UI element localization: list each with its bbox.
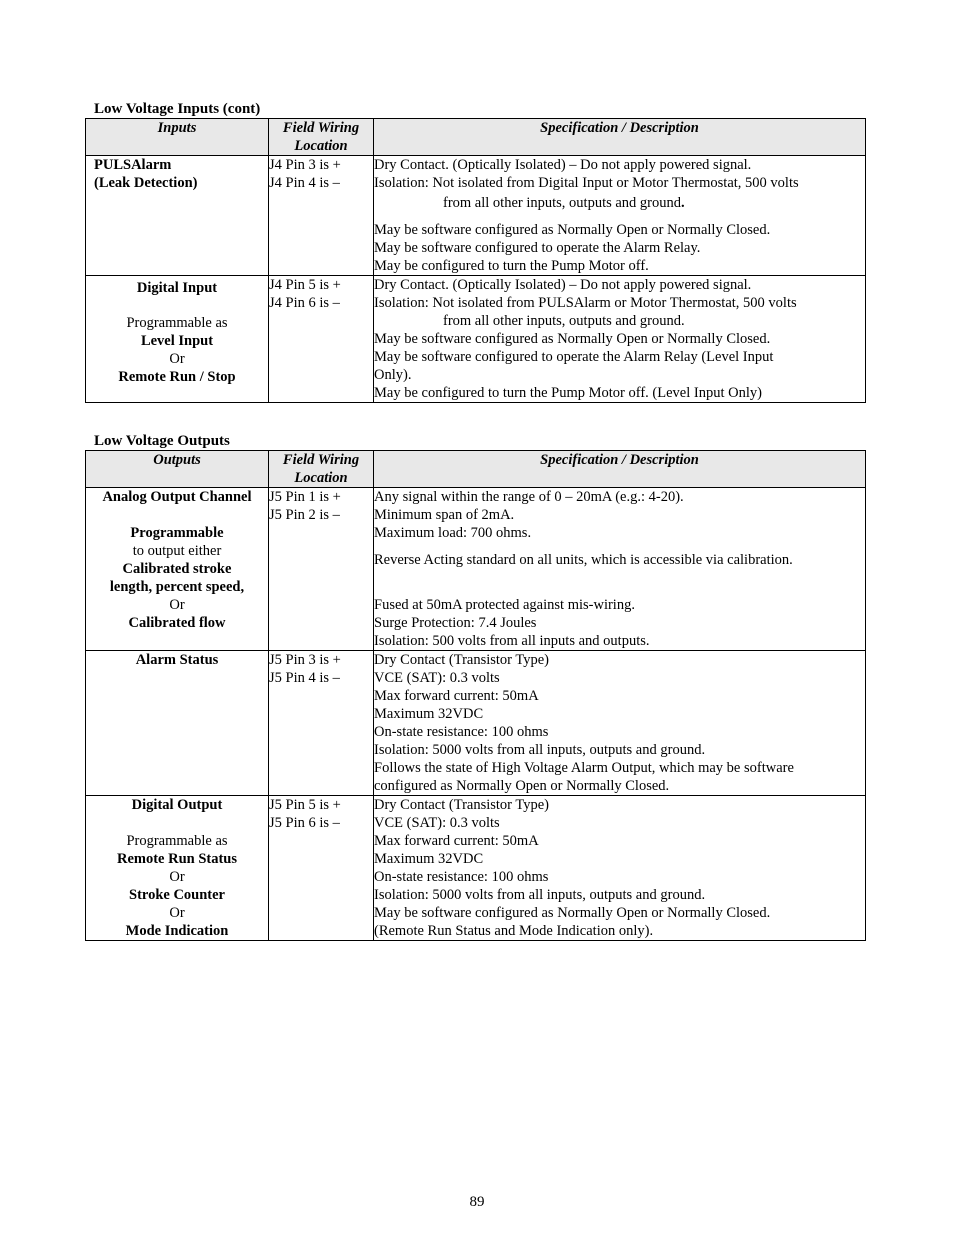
- outputs-section-title: Low Voltage Outputs: [94, 433, 230, 449]
- table-row: [86, 651, 866, 796]
- inputs-table: [85, 118, 866, 403]
- spec-line: On-state resistance: 100 ohms: [374, 724, 549, 740]
- spec-line: Fused at 50mA protected against mis-wiring.: [374, 597, 635, 613]
- spec-line: May be software configured to operate the Alarm Relay.: [374, 240, 701, 256]
- loc-line: J5 Pin 5 is +: [269, 797, 341, 813]
- row-name-line: (Leak Detection): [94, 175, 198, 191]
- row-name-line: Remote Run Status: [116, 851, 238, 867]
- spec-line: Isolation: 5000 volts from all inputs, outputs and ground.: [374, 887, 706, 903]
- loc-line: J4 Pin 5 is +: [269, 277, 341, 293]
- spec-line: Maximum 32VDC: [374, 706, 484, 722]
- spec-line: May be software configured as Normally Open or Normally Closed.: [374, 222, 771, 238]
- table-row: [86, 276, 866, 403]
- loc-line: J5 Pin 1 is +: [269, 489, 341, 505]
- spec-line: Reverse Acting standard on all units, which is accessible via calibration.: [374, 552, 793, 568]
- spec-line: Isolation: 5000 volts from all inputs, outputs and ground.: [374, 742, 706, 758]
- spec-line: VCE (SAT): 0.3 volts: [374, 815, 500, 831]
- loc-line: J5 Pin 6 is –: [269, 815, 340, 831]
- inputs-section-title: Low Voltage Inputs (cont): [94, 101, 261, 117]
- row-spec-cell: [374, 651, 866, 796]
- row-name-line: Calibrated flow: [128, 615, 226, 631]
- row-name-line: Or: [169, 869, 185, 885]
- loc-line: J5 Pin 2 is –: [269, 507, 340, 523]
- row-name-line: Or: [169, 351, 185, 367]
- row-location-cell: [269, 156, 374, 276]
- row-name-line: Or: [169, 597, 185, 613]
- row-location-cell: [269, 651, 374, 796]
- spec-line: Dry Contact. (Optically Isolated) – Do not apply powered signal.: [374, 277, 752, 293]
- spec-line: Any signal within the range of 0 – 20mA (e.g.: 4-20).: [374, 489, 684, 505]
- header-inputs: Inputs: [86, 119, 269, 156]
- header-loc-line: Field Wiring: [282, 120, 360, 136]
- table-row: [86, 488, 866, 651]
- row-spec-cell: [374, 488, 866, 651]
- table-row: [86, 156, 866, 276]
- spec-line: from all other inputs, outputs and ground.: [443, 313, 685, 329]
- row-name-line: Digital Output: [131, 797, 223, 813]
- row-name-line: Alarm Status: [135, 652, 219, 668]
- row-location-cell: [269, 796, 374, 941]
- row-name-line: Level Input: [140, 333, 214, 349]
- row-name-line: Digital Input: [136, 280, 218, 296]
- loc-line: J5 Pin 3 is +: [269, 652, 341, 668]
- loc-line: J4 Pin 3 is +: [269, 157, 341, 173]
- spec-line: Maximum load: 700 ohms.: [374, 525, 532, 541]
- spec-line: On-state resistance: 100 ohms: [374, 869, 549, 885]
- spec-line: May be software configured to operate the Alarm Relay (Level Input: [374, 349, 774, 365]
- loc-line: J4 Pin 6 is –: [269, 295, 340, 311]
- spec-line: Only).: [374, 367, 412, 383]
- header-specification: Specification / Description: [374, 451, 866, 488]
- spec-line: Follows the state of High Voltage Alarm Output, which may be software: [374, 760, 794, 776]
- loc-line: J5 Pin 4 is –: [269, 670, 340, 686]
- row-name-line: Remote Run / Stop: [118, 369, 236, 385]
- header-loc-line: Location: [294, 470, 348, 486]
- loc-line: J4 Pin 4 is –: [269, 175, 340, 191]
- spec-line: Surge Protection: 7.4 Joules: [374, 615, 537, 631]
- spec-line: Dry Contact. (Optically Isolated) – Do not apply powered signal.: [374, 157, 752, 173]
- inputs-header-row: [86, 119, 866, 156]
- row-spec-cell: [374, 156, 866, 276]
- header-specification: Specification / Description: [374, 119, 866, 156]
- row-location-cell: [269, 276, 374, 403]
- spec-line: May be software configured as Normally Open or Normally Closed.: [374, 331, 771, 347]
- outputs-header-row: [86, 451, 866, 488]
- row-name-line: Or: [169, 905, 185, 921]
- spec-line: Isolation: Not isolated from PULSAlarm or Motor Thermostat, 500 volts: [374, 295, 797, 311]
- row-name-line: Programmable: [130, 525, 224, 541]
- spec-line: Max forward current: 50mA: [374, 688, 539, 704]
- outputs-table: [85, 450, 866, 941]
- header-field-wiring-location: [269, 451, 374, 488]
- spec-line: (Remote Run Status and Mode Indication only).: [374, 923, 654, 939]
- header-loc-line: Field Wiring: [282, 452, 360, 468]
- row-name-line: Programmable as: [126, 315, 228, 331]
- page-number: 89: [469, 1194, 485, 1210]
- row-name-cell: [86, 651, 269, 796]
- spec-line: Dry Contact (Transistor Type): [374, 652, 549, 668]
- row-name-line: Analog Output Channel: [102, 489, 252, 505]
- row-name-line: Calibrated stroke: [122, 561, 232, 577]
- spec-line: VCE (SAT): 0.3 volts: [374, 670, 500, 686]
- spec-line: May be configured to turn the Pump Motor off. (Level Input Only): [374, 385, 762, 401]
- spec-line: configured as Normally Open or Normally Closed.: [374, 778, 670, 794]
- row-location-cell: [269, 488, 374, 651]
- spec-line: Isolation: 500 volts from all inputs and outputs.: [374, 633, 650, 649]
- row-name-line: Programmable as: [126, 833, 228, 849]
- spec-line: Dry Contact (Transistor Type): [374, 797, 549, 813]
- spec-line: May be software configured as Normally Open or Normally Closed.: [374, 905, 771, 921]
- row-name-cell: [86, 488, 269, 651]
- row-name-line: Mode Indication: [125, 923, 229, 939]
- header-outputs: Outputs: [86, 451, 269, 488]
- row-name-line: length, percent speed,: [109, 579, 245, 595]
- spec-line-text: from all other inputs, outputs and ground: [443, 195, 682, 211]
- spec-line: from all other inputs, outputs and ground.: [443, 195, 685, 211]
- row-name-line: Stroke Counter: [129, 887, 225, 903]
- row-name-line: PULSAlarm: [94, 157, 172, 173]
- row-name-cell: [86, 156, 269, 276]
- row-spec-cell: [374, 796, 866, 941]
- spec-line: Max forward current: 50mA: [374, 833, 539, 849]
- row-name-cell: [86, 796, 269, 941]
- spec-line: Maximum 32VDC: [374, 851, 484, 867]
- row-name-cell: [86, 276, 269, 403]
- spec-line: Isolation: Not isolated from Digital Input or Motor Thermostat, 500 volts: [374, 175, 799, 191]
- spec-line: May be configured to turn the Pump Motor off.: [374, 258, 649, 274]
- row-spec-cell: [374, 276, 866, 403]
- spec-line: Minimum span of 2mA.: [374, 507, 515, 523]
- header-loc-line: Location: [294, 138, 348, 154]
- table-row: [86, 796, 866, 941]
- row-name-line: to output either: [132, 543, 222, 559]
- header-field-wiring-location: [269, 119, 374, 156]
